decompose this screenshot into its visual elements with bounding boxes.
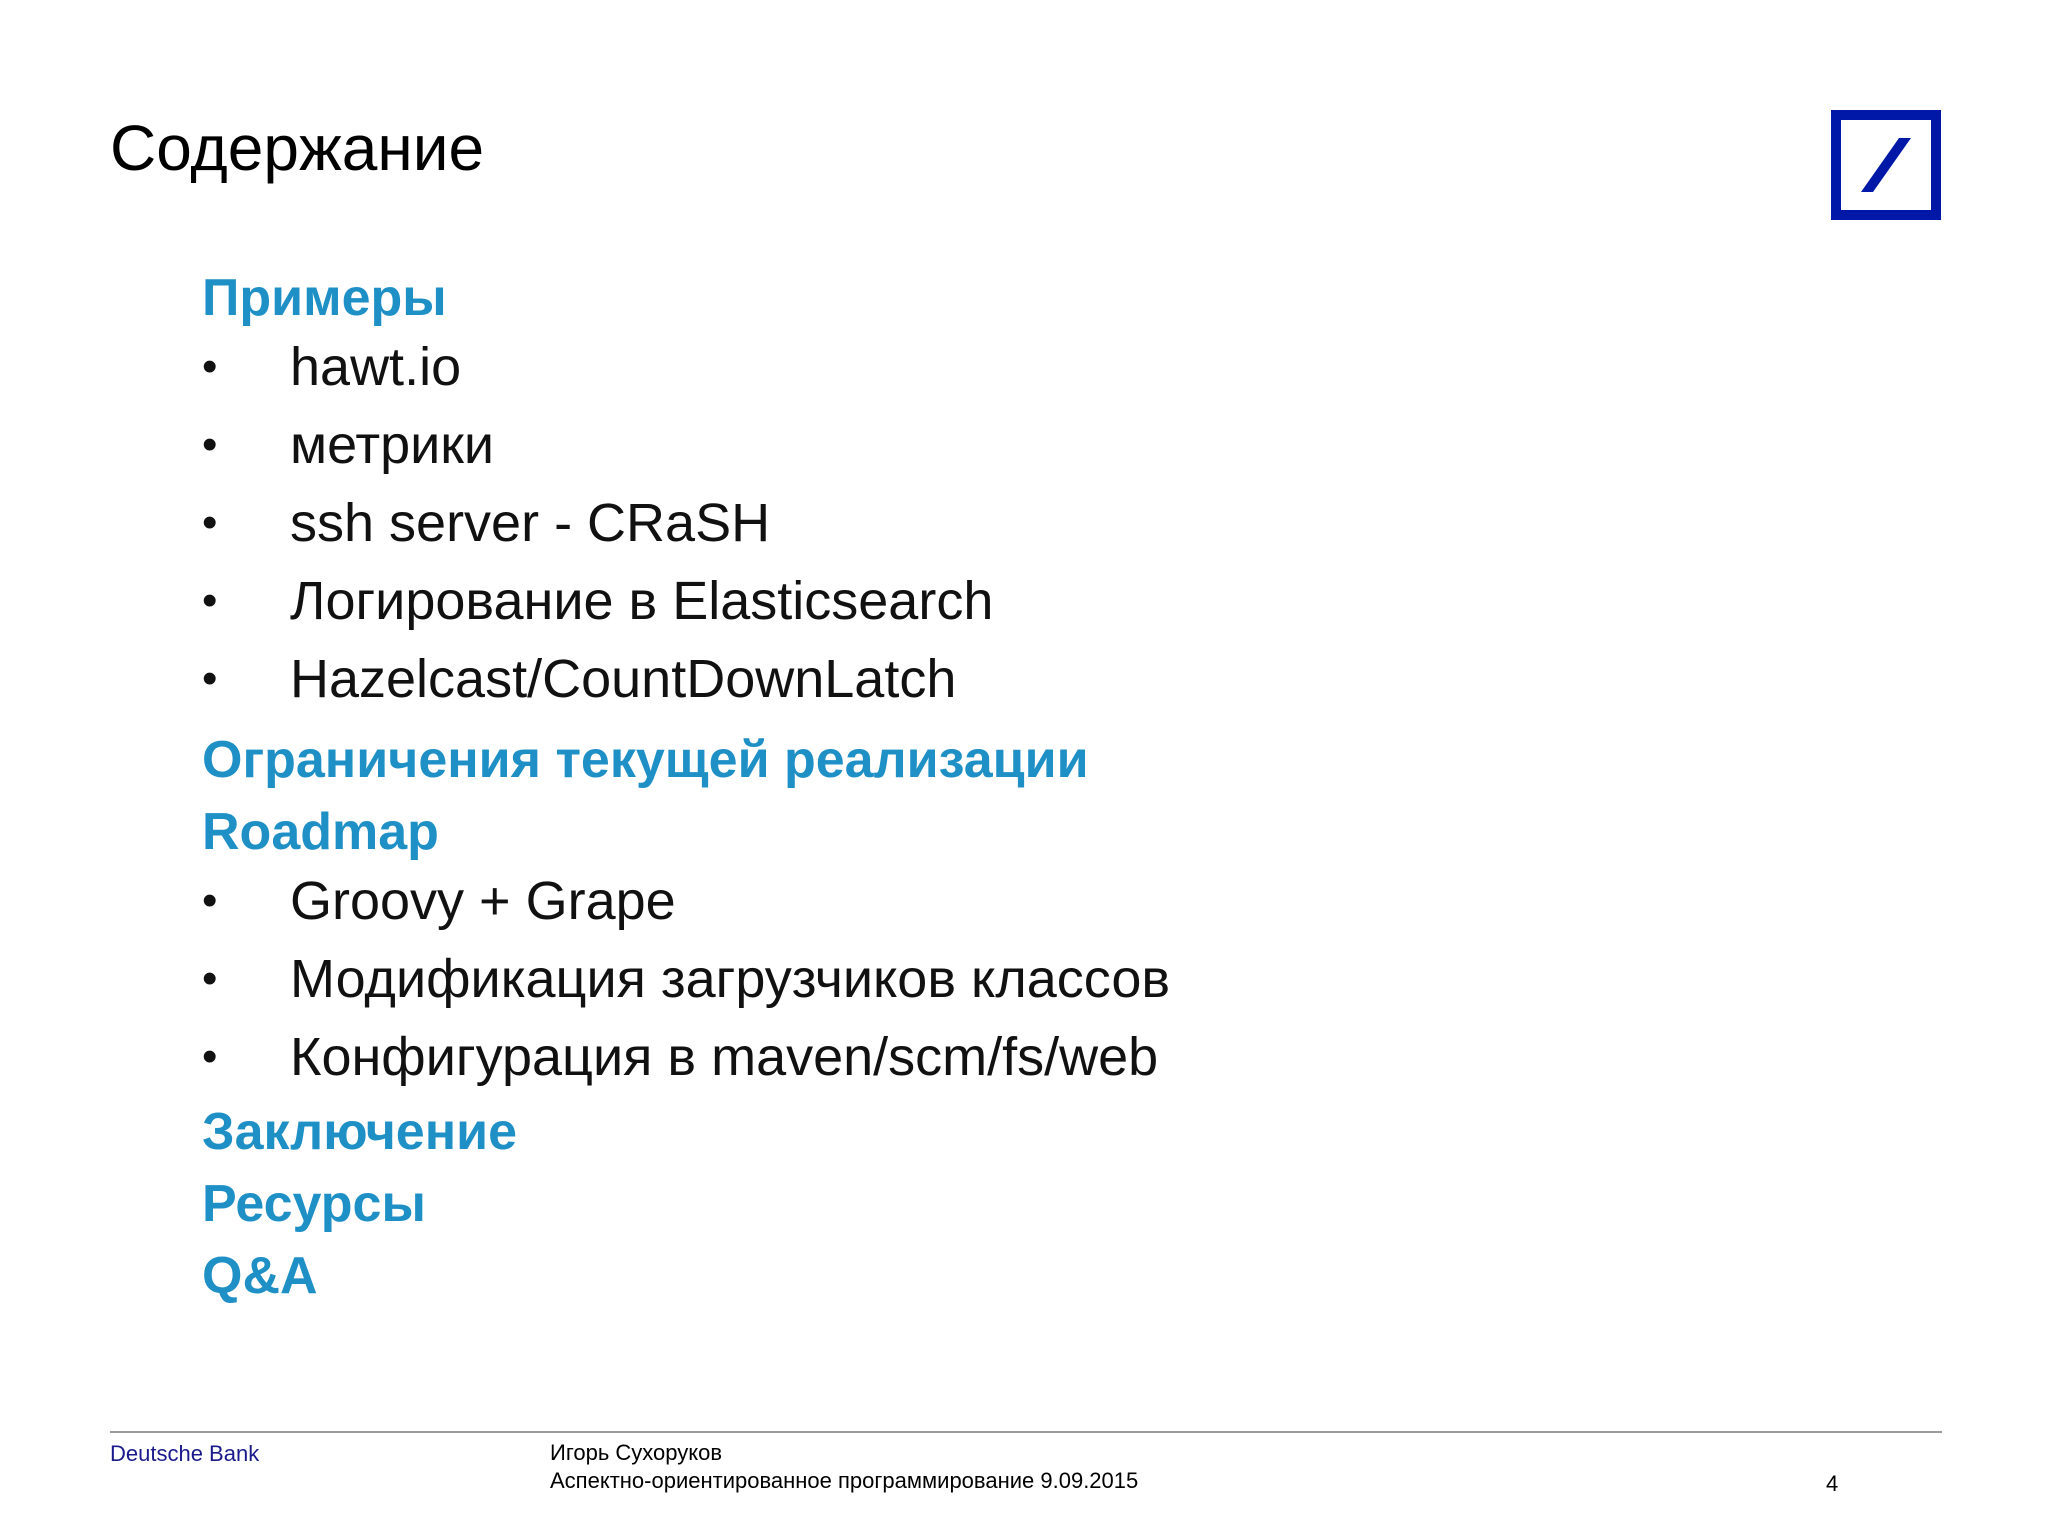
bullet-icon: • — [202, 342, 218, 391]
section-heading-conclusion: Заключение — [202, 1103, 518, 1161]
bullet-icon: • — [202, 498, 218, 547]
footer-presentation-title: Аспектно-ориентированное программирование 9.09.2015 — [550, 1468, 1139, 1493]
footer-author-block — [550, 1439, 1138, 1495]
slide-title: Содержание — [110, 112, 485, 184]
bullet-icon: • — [202, 576, 218, 625]
section-heading-roadmap: Roadmap — [202, 803, 439, 861]
list-item: • метрики — [202, 412, 1802, 478]
list-item: • Конфигурация в maven/scm/fs/web — [202, 1024, 1802, 1090]
list-item: • Hazelcast/CountDownLatch — [202, 646, 1802, 712]
list-item: • Логирование в Elasticsearch — [202, 568, 1802, 634]
footer-author-name: Игорь Сухоруков — [550, 1440, 723, 1465]
section-heading-limitations: Ограничения текущей реализации — [202, 731, 1089, 789]
section-heading-qa: Q&A — [202, 1247, 318, 1305]
list-item: • ssh server - CRaSH — [202, 490, 1802, 556]
section-heading-resources: Ресурсы — [202, 1175, 426, 1233]
bullet-icon: • — [202, 654, 218, 703]
bullet-icon: • — [202, 876, 218, 925]
footer-divider — [110, 1431, 1942, 1433]
bullet-icon: • — [202, 1032, 218, 1081]
examples-list — [202, 334, 1802, 712]
bullet-icon: • — [202, 420, 218, 469]
bullet-icon: • — [202, 954, 218, 1003]
roadmap-list — [202, 868, 1802, 1090]
deutsche-bank-logo-icon — [1831, 110, 1941, 220]
page-number: 4 — [1826, 1471, 1839, 1496]
section-heading-examples: Примеры — [202, 269, 447, 327]
list-item: • hawt.io — [202, 334, 1802, 400]
agenda — [202, 262, 1802, 1312]
list-item: • Groovy + Grape — [202, 868, 1802, 934]
list-item: • Модификация загрузчиков классов — [202, 946, 1802, 1012]
footer-brand: Deutsche Bank — [110, 1441, 260, 1466]
